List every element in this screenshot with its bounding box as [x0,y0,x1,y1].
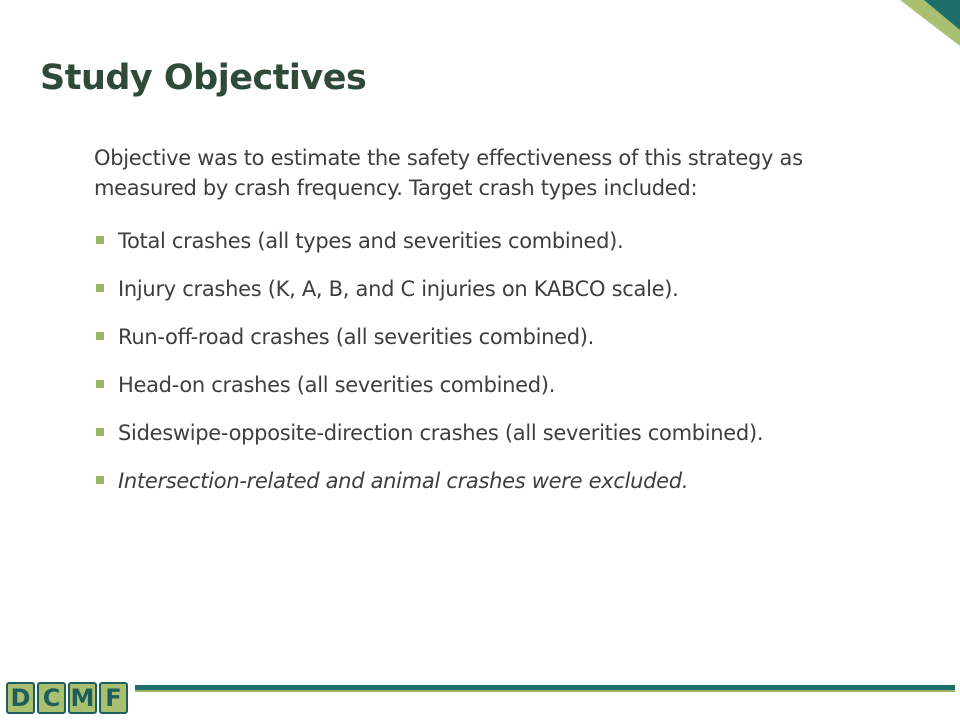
square-bullet-icon [96,380,104,388]
logo-letter-m: M [68,682,97,714]
crash-types-list [94,226,763,514]
corner-decoration [900,0,960,46]
list-item-text: Intersection-related and animal crashes were excluded. [118,469,689,493]
square-bullet-icon [96,284,104,292]
intro-paragraph: Objective was to estimate the safety effectiveness of this strategy as measured by crash frequency. Target crash types included: [94,146,803,200]
square-bullet-icon [96,476,104,484]
dcmf-logo [6,682,128,716]
list-item [94,322,763,370]
logo-letter-c: C [37,682,66,714]
square-bullet-icon [96,428,104,436]
list-item [94,274,763,322]
list-item [94,226,763,274]
list-item [94,370,763,418]
list-item-text: Total crashes (all types and severities combined). [118,229,624,253]
logo-letter-f: F [99,682,128,714]
square-bullet-icon [96,332,104,340]
list-item-exclusion-note [94,466,763,514]
square-bullet-icon [96,236,104,244]
list-item-text: Head-on crashes (all severities combined). [118,373,556,397]
slide-title: Study Objectives [40,58,367,98]
list-item-text: Sideswipe-opposite-direction crashes (all severities combined). [118,421,764,445]
logo-letter-d: D [6,682,35,714]
footer-divider-green [135,690,955,692]
list-item-text: Run-off-road crashes (all severities combined). [118,325,595,349]
list-item [94,418,763,466]
list-item-text: Injury crashes (K, A, B, and C injuries on KABCO scale). [118,277,679,301]
